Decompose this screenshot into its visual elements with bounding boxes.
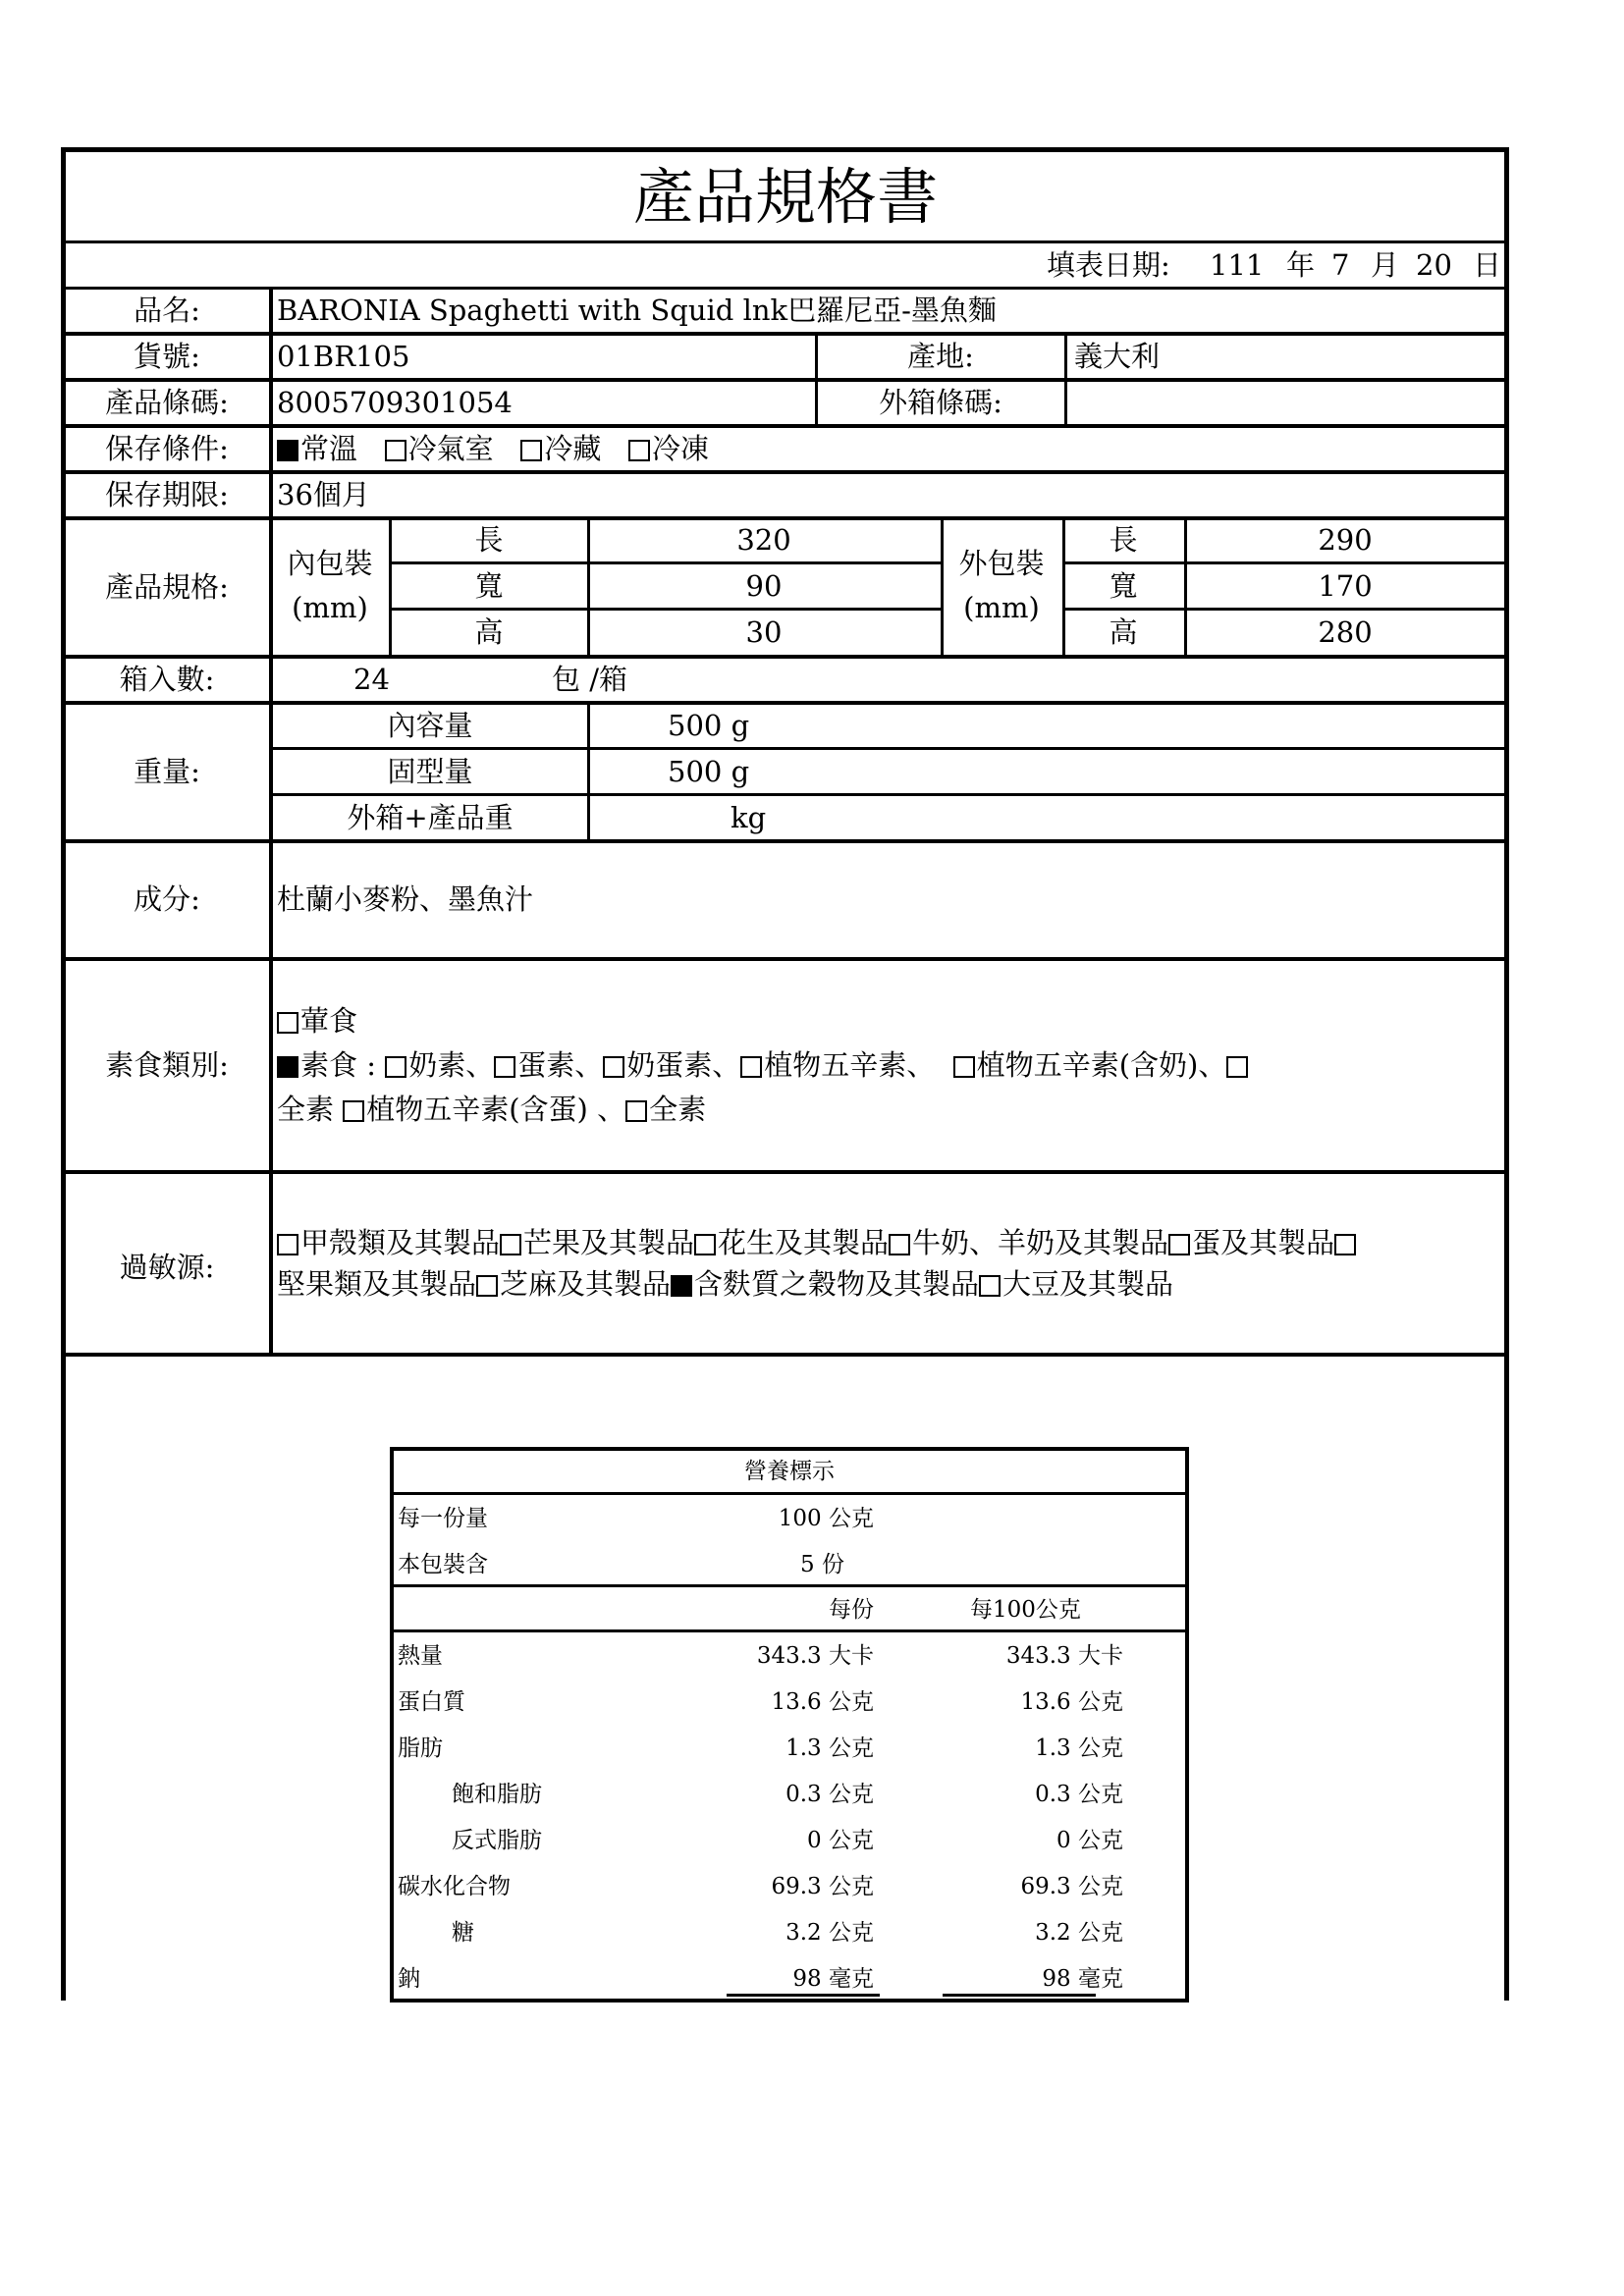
nutrient-name: 脂肪 (398, 1735, 443, 1761)
weight-item-value: kg (731, 801, 767, 834)
vegetarian-label: 素食類別: (105, 1048, 229, 1082)
nutrient-per-serving: 98 毫克 (792, 1966, 874, 1992)
inner-dim-name: 高 (474, 615, 504, 649)
frame-top (61, 147, 1509, 152)
checkbox-chilled[interactable] (520, 440, 542, 461)
outer-dim-name: 寬 (1109, 569, 1138, 603)
nutrient-name: 碳水化合物 (398, 1874, 511, 1899)
outer-dim-value: 170 (1318, 569, 1373, 603)
barcode-label: 產品條碼: (105, 386, 229, 419)
outer-dim-value: 280 (1318, 615, 1373, 649)
nutrient-name: 鈉 (398, 1966, 420, 1992)
page-title: 產品規格書 (632, 161, 939, 233)
outer-pack-unit: (mm) (963, 591, 1040, 624)
product-name-value: BARONIA Spaghetti with Squid lnk巴羅尼亞-墨魚麵 (277, 294, 997, 327)
nutrient-per-serving: 343.3 大卡 (756, 1643, 874, 1669)
nutrient-name: 蛋白質 (398, 1689, 465, 1715)
weight-item-name: 固型量 (387, 755, 473, 788)
checkbox-egg[interactable] (1168, 1234, 1190, 1255)
case-qty-unit: 包 /箱 (552, 663, 627, 696)
nutrition-title: 營養標示 (744, 1459, 835, 1484)
item-no-value: 01BR105 (277, 340, 410, 373)
outer-dim-name: 長 (1109, 523, 1138, 557)
checkbox-lacto[interactable] (385, 1056, 406, 1078)
nutrient-per-serving: 69.3 公克 (771, 1874, 874, 1899)
weight-label: 重量: (134, 755, 200, 788)
checkbox-five-pungent[interactable] (740, 1056, 762, 1078)
allergen-line1: 甲殼類及其製品 芒果及其製品 花生及其製品 牛奶、羊奶及其製品 蛋及其製品 (277, 1229, 1358, 1257)
inner-dim-value: 90 (745, 569, 783, 603)
spec-label: 產品規格: (105, 570, 229, 604)
weight-item-name: 內容量 (387, 709, 473, 742)
checkbox-mango[interactable] (500, 1234, 521, 1255)
nutrient-name: 飽和脂肪 (452, 1782, 542, 1807)
carton-barcode-label: 外箱條碼: (879, 386, 1002, 419)
outer-dim-value: 290 (1318, 523, 1373, 557)
checkbox-vegan-2[interactable] (625, 1100, 647, 1122)
pack-value: 5 份 (800, 1552, 844, 1577)
nutrient-per-serving: 3.2 公克 (785, 1920, 874, 1946)
checkbox-vegetarian[interactable] (277, 1056, 298, 1078)
checkbox-sesame[interactable] (476, 1275, 498, 1297)
col-per-serving: 每份 (829, 1597, 874, 1623)
storage-options: 常溫 冷氣室 冷藏 冷凍 (277, 435, 709, 463)
inner-dim-name: 長 (474, 523, 504, 557)
checkbox-ovo[interactable] (494, 1056, 515, 1078)
weight-item-value: 500 g (668, 755, 750, 788)
barcode-value: 8005709301054 (277, 386, 513, 419)
item-no-label: 貨號: (134, 340, 200, 373)
checkbox-frozen[interactable] (628, 440, 650, 461)
nutrient-per-100: 1.3 公克 (1035, 1735, 1123, 1761)
nutrient-per-100: 3.2 公克 (1035, 1920, 1123, 1946)
col-per-100g: 每100公克 (970, 1597, 1081, 1623)
nutrient-per-100: 13.6 公克 (1020, 1689, 1123, 1715)
storage-label: 保存條件: (105, 432, 229, 465)
checkbox-meat[interactable] (277, 1012, 298, 1034)
weight-item-value: 500 g (668, 709, 750, 742)
nutrient-per-serving: 0 公克 (807, 1828, 874, 1853)
case-qty-label: 箱入數: (119, 663, 215, 696)
nutrient-per-serving: 0.3 公克 (785, 1782, 874, 1807)
checkbox-gluten[interactable] (671, 1275, 692, 1297)
nutrient-per-100: 69.3 公克 (1020, 1874, 1123, 1899)
checkbox-five-pungent-milk[interactable] (953, 1056, 975, 1078)
outer-dim-name: 高 (1109, 615, 1138, 649)
checkbox-peanut[interactable] (694, 1234, 716, 1255)
inner-dim-name: 寬 (474, 569, 504, 603)
nutrient-per-serving: 1.3 公克 (785, 1735, 874, 1761)
ingredients-label: 成分: (134, 882, 200, 916)
checkbox-five-pungent-egg[interactable] (343, 1100, 364, 1122)
veg-options-line2: 全素 植物五辛素(含蛋) 、 全素 (277, 1093, 707, 1126)
checkbox-lacto-ovo[interactable] (603, 1056, 624, 1078)
pack-label: 本包裝含 (398, 1552, 488, 1577)
origin-label: 產地: (907, 340, 974, 373)
veg-options-line1: 素食 : 奶素、 蛋素、 奶蛋素、 植物五辛素、 植物五辛素(含奶)、 (277, 1051, 1250, 1080)
shelf-life-label: 保存期限: (105, 478, 229, 511)
inner-dim-value: 320 (736, 523, 791, 557)
checkbox-aircon[interactable] (385, 440, 406, 461)
product-name-label: 品名: (134, 294, 200, 327)
inner-pack-unit: (mm) (292, 591, 368, 624)
shelf-life-value: 36個月 (277, 478, 370, 511)
serving-label: 每一份量 (398, 1506, 488, 1531)
nutrient-per-100: 343.3 大卡 (1005, 1643, 1123, 1669)
case-qty-value: 24 (353, 663, 390, 696)
outer-pack-label: 外包裝 (958, 547, 1045, 580)
ingredients-value: 杜蘭小麥粉、墨魚汁 (277, 882, 534, 916)
weight-item-name: 外箱+產品重 (347, 801, 514, 834)
serving-value: 100 公克 (778, 1506, 874, 1531)
inner-dim-value: 30 (745, 615, 783, 649)
allergen-line2: 堅果類及其製品 芝麻及其製品 含麩質之穀物及其製品 大豆及其製品 (277, 1267, 1174, 1301)
checkbox-vegan[interactable] (1226, 1056, 1248, 1078)
checkbox-soy[interactable] (979, 1275, 1001, 1297)
nutrient-name: 反式脂肪 (452, 1828, 542, 1853)
nutrient-per-100: 0.3 公克 (1035, 1782, 1123, 1807)
checkbox-ambient[interactable] (277, 440, 298, 461)
nutrient-per-100: 0 公克 (1056, 1828, 1123, 1853)
nutrient-name: 糖 (452, 1920, 474, 1946)
checkbox-nuts[interactable] (1334, 1234, 1356, 1255)
nutrient-name: 熱量 (398, 1643, 443, 1669)
meat-option: 葷食 (277, 1007, 357, 1036)
origin-value: 義大利 (1074, 340, 1161, 373)
nutrient-per-serving: 13.6 公克 (771, 1689, 874, 1715)
checkbox-milk[interactable] (889, 1234, 910, 1255)
label-col-divider (269, 424, 273, 1357)
allergen-label: 過敏源: (119, 1251, 215, 1284)
checkbox-crustacean[interactable] (277, 1234, 298, 1255)
inner-pack-label: 內包裝 (287, 547, 373, 580)
nutrient-per-100: 98 毫克 (1042, 1966, 1123, 1992)
